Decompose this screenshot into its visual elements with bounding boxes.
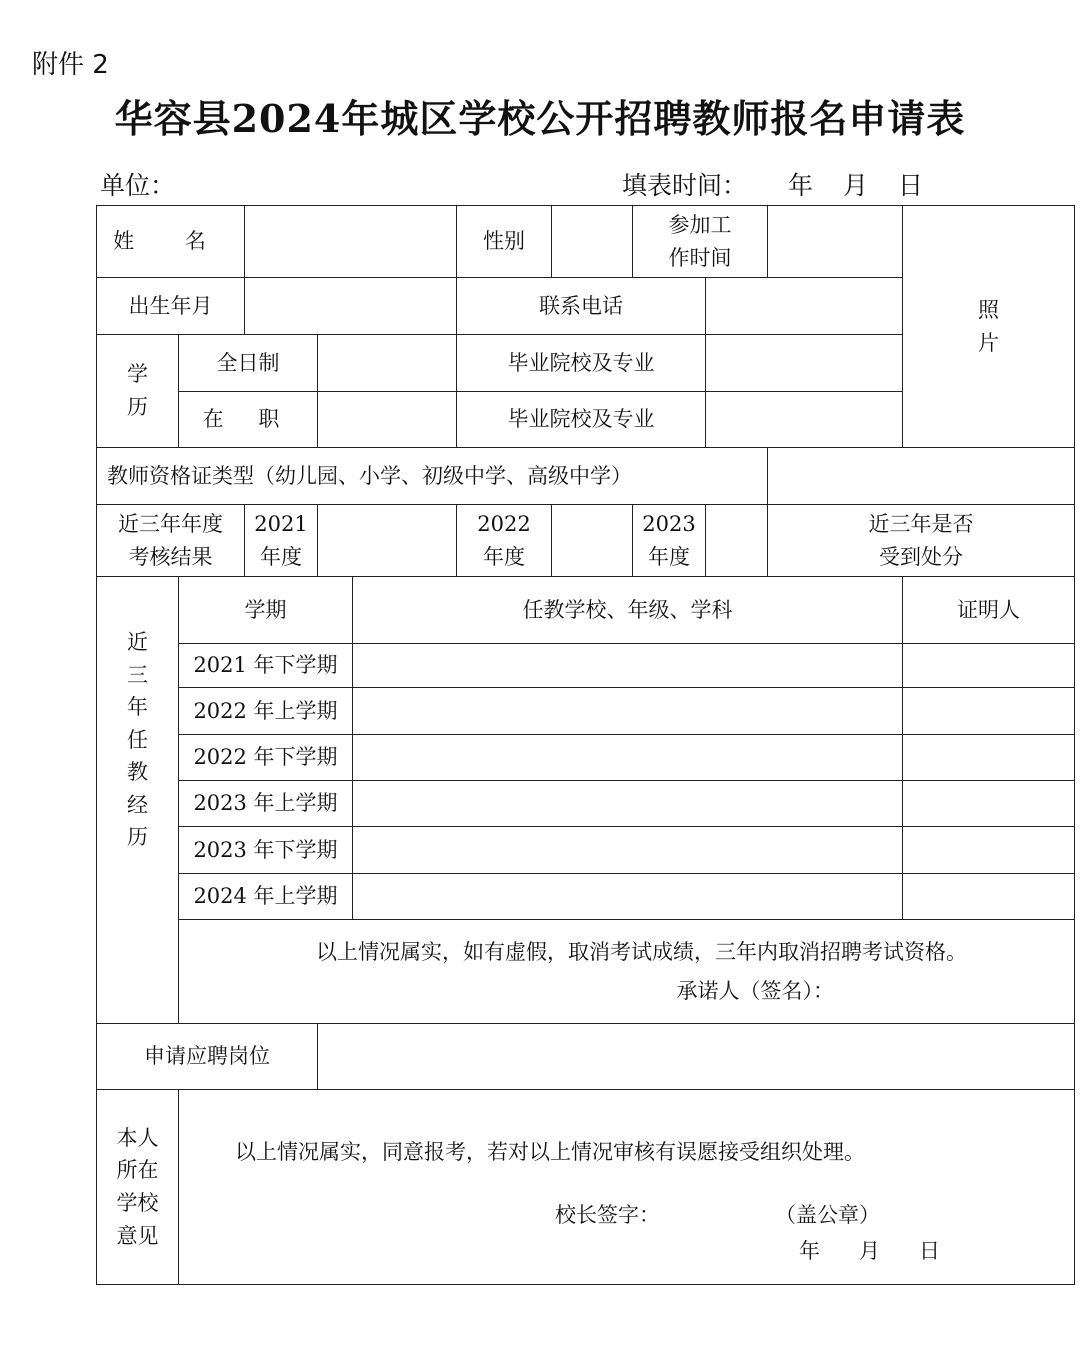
term-witness-field[interactable] (903, 644, 1075, 688)
term-school-field[interactable] (353, 735, 903, 781)
term-row-label: 2024 年上学期 (179, 874, 353, 920)
school-opinion-label: 本人 所在 学校 意见 (97, 1090, 179, 1285)
term-row-label: 2022 年上学期 (179, 688, 353, 735)
opinion-day-label: 日 (919, 1238, 940, 1263)
certificate-field[interactable] (768, 448, 1075, 505)
gender-label: 性别 (457, 206, 552, 278)
fulltime-school-field[interactable] (706, 335, 903, 392)
punishment-label: 近三年是否 受到处分 (768, 505, 1075, 577)
fulltime-label: 全日制 (179, 335, 318, 392)
pledge-text: 以上情况属实，如有虚假，取消考试成绩，三年内取消招聘考试资格。 (316, 939, 967, 964)
unit-label: 单位： (100, 171, 176, 200)
fill-month-label: 月 (843, 171, 869, 200)
work-start-field[interactable] (768, 206, 903, 278)
photo-box[interactable]: 照 片 (903, 206, 1075, 448)
school-opinion-block[interactable] (179, 1090, 1075, 1285)
assess-2021-label: 2021 年度 (245, 505, 318, 577)
fulltime-field[interactable] (318, 335, 457, 392)
assess-2023-field[interactable] (706, 505, 768, 577)
application-form (96, 205, 1075, 1285)
birth-field[interactable] (245, 278, 457, 335)
assess-2023-label: 2023 年度 (633, 505, 706, 577)
fill-time-label: 填表时间： (622, 171, 748, 200)
fulltime-school-label: 毕业院校及专业 (457, 335, 706, 392)
post-field[interactable] (318, 1024, 1075, 1090)
official-seal-label: （盖公章） (775, 1202, 880, 1227)
term-row-label: 2022 年下学期 (179, 735, 353, 781)
term-school-field[interactable] (353, 827, 903, 874)
attachment-label: 附件 2 (32, 50, 109, 80)
witness-header: 证明人 (903, 577, 1075, 644)
name-field[interactable] (245, 206, 457, 278)
assessment-label: 近三年年度 考核结果 (97, 505, 245, 577)
term-school-field[interactable] (353, 781, 903, 827)
birth-label: 出生年月 (97, 278, 245, 335)
term-school-field[interactable] (353, 874, 903, 920)
name-label: 姓 名 (97, 206, 245, 278)
assess-2022-label: 2022 年度 (457, 505, 552, 577)
certificate-label: 教师资格证类型（幼儿园、小学、初级中学、高级中学） (97, 448, 768, 505)
term-witness-field[interactable] (903, 735, 1075, 781)
inservice-school-label: 毕业院校及专业 (457, 392, 706, 448)
assess-2021-field[interactable] (318, 505, 457, 577)
opinion-month-label: 月 (859, 1238, 880, 1263)
term-header: 学期 (179, 577, 353, 644)
term-row-label: 2021 年下学期 (179, 644, 353, 688)
post-label: 申请应聘岗位 (97, 1024, 318, 1090)
opinion-year-label: 年 (799, 1238, 820, 1263)
pledge-signature-label: 承诺人（签名）： (676, 978, 835, 1003)
term-witness-field[interactable] (903, 781, 1075, 827)
fill-day-label: 日 (898, 171, 924, 200)
term-witness-field[interactable] (903, 874, 1075, 920)
work-start-label: 参加工 作时间 (633, 206, 768, 278)
term-row-label: 2023 年下学期 (179, 827, 353, 874)
term-row-label: 2023 年上学期 (179, 781, 353, 827)
inservice-label: 在 职 (179, 392, 318, 448)
opinion-text: 以上情况属实，同意报考，若对以上情况审核有误愿接受组织处理。 (235, 1140, 865, 1164)
fill-year-label: 年 (788, 171, 814, 200)
term-school-field[interactable] (353, 688, 903, 735)
phone-field[interactable] (706, 278, 903, 335)
experience-label: 近 三 年 任 教 经 历 (97, 577, 179, 1024)
term-witness-field[interactable] (903, 688, 1075, 735)
term-school-field[interactable] (353, 644, 903, 688)
phone-label: 联系电话 (457, 278, 706, 335)
inservice-field[interactable] (318, 392, 457, 448)
page-title: 华容县2024年城区学校公开招聘教师报名申请表 (114, 96, 966, 141)
inservice-school-field[interactable] (706, 392, 903, 448)
school-grade-subject-header: 任教学校、年级、学科 (353, 577, 903, 644)
principal-signature-label: 校长签字： (555, 1202, 660, 1227)
education-label: 学 历 (97, 335, 179, 448)
pledge-block[interactable] (179, 920, 1075, 1024)
term-witness-field[interactable] (903, 827, 1075, 874)
gender-field[interactable] (552, 206, 633, 278)
assess-2022-field[interactable] (552, 505, 633, 577)
